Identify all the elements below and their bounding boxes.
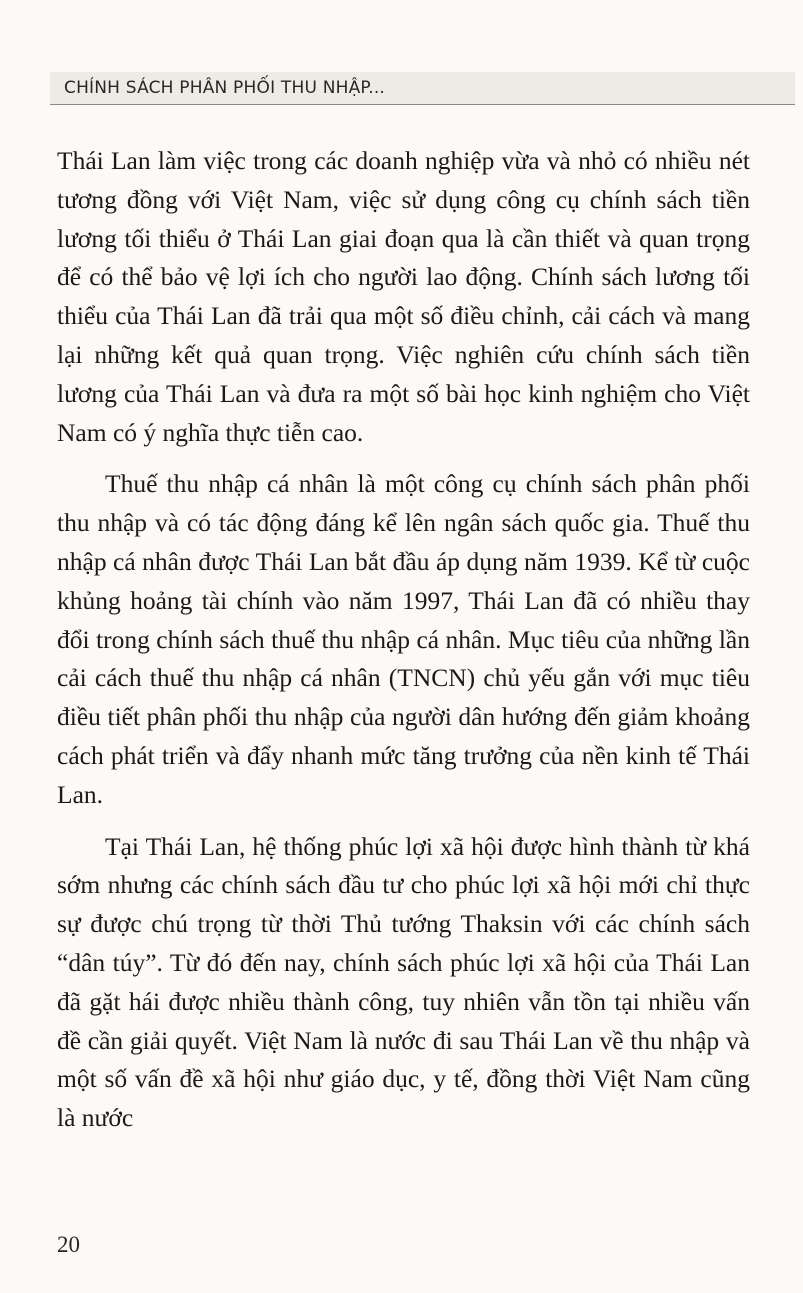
- paragraph-3: Tại Thái Lan, hệ thống phúc lợi xã hội được hình thành từ khá sớm nhưng các chính sách đầu tư cho phúc lợi xã hội mới chỉ thực sự được chú trọng từ thời Thủ tướng Thaksin với các chính sách “dân túy”. Từ đó đến nay, chính sách phúc lợi xã hội của Thái Lan đã gặt hái được nhiều thành công, tuy nhiên vẫn tồn tại nhiều vấn đề cần giải quyết. Việt Nam là nước đi sau Thái Lan về thu nhập và một số vấn đề xã hội như giáo dục, y tế, đồng thời Việt Nam cũng là nước: [57, 831, 750, 1133]
- paragraph-1: Thái Lan làm việc trong các doanh nghiệp vừa và nhỏ có nhiều nét tương đồng với Việt Nam, việc sử dụng công cụ chính sách tiền lương tối thiểu ở Thái Lan giai đoạn qua là cần thiết và quan trọng để có thể bảo vệ lợi ích cho người lao động. Chính sách lương tối thiểu của Thái Lan đã trải qua một số điều chỉnh, cải cách và mang lại những kết quả quan trọng. Việc nghiên cứu chính sách tiền lương của Thái Lan và đưa ra một số bài học kinh nghiệm cho Việt Nam có ý nghĩa thực tiễn cao.: [57, 146, 750, 447]
- paragraph-2: Thuế thu nhập cá nhân là một công cụ chính sách phân phối thu nhập và có tác động đáng kể lên ngân sách quốc gia. Thuế thu nhập cá nhân được Thái Lan bắt đầu áp dụng năm 1939. Kể từ cuộc khủng hoảng tài chính vào năm 1997, Thái Lan đã có nhiều thay đổi trong chính sách thuế thu nhập cá nhân. Mục tiêu của những lần cải cách thuế thu nhập cá nhân (TNCN) chủ yếu gắn với mục tiêu điều tiết phân phối thu nhập của người dân hướng đến giảm khoảng cách phát triển và đẩy nhanh mức tăng trưởng của nền kinh tế Thái Lan.: [57, 469, 750, 809]
- running-header-title: CHÍNH SÁCH PHÂN PHỐI THU NHẬP...: [64, 78, 386, 98]
- body-text: [57, 142, 750, 1138]
- page-number: 20: [57, 1232, 80, 1257]
